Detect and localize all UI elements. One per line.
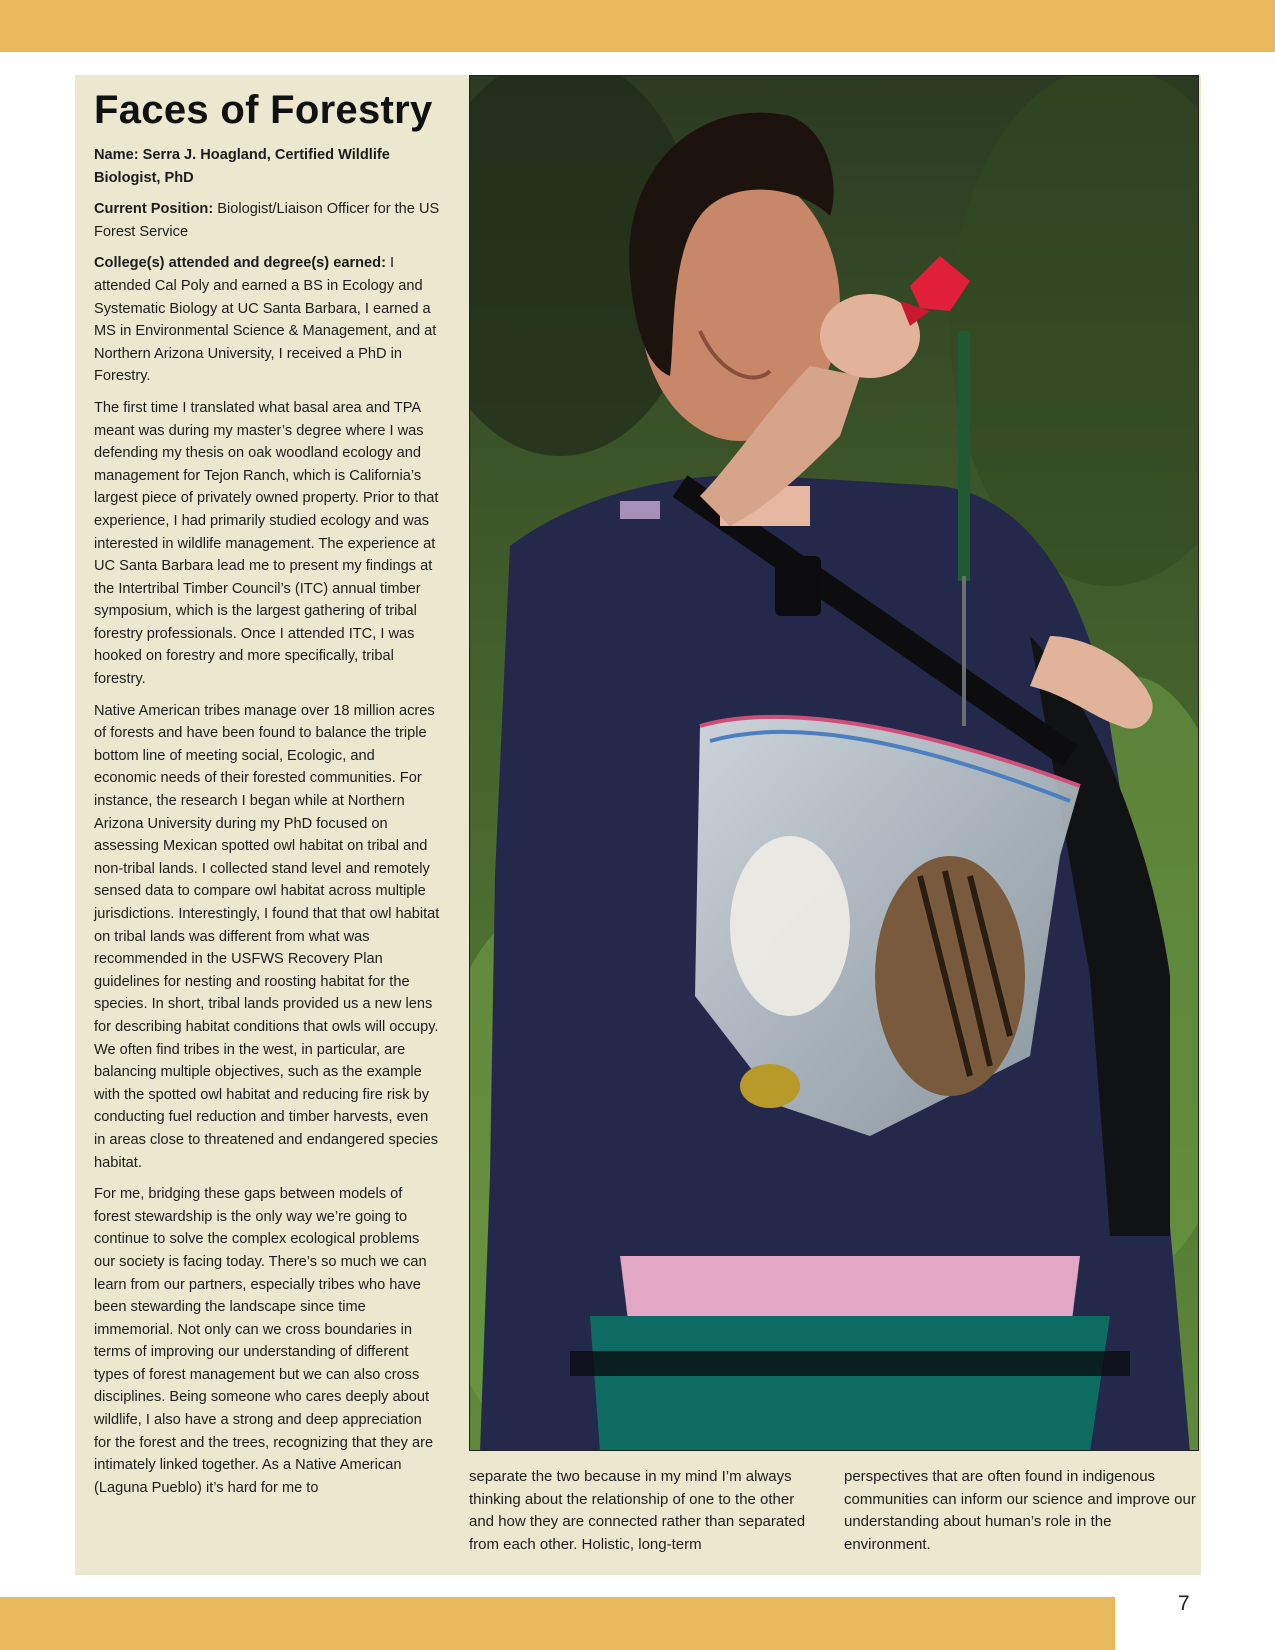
current-position-value: Biologist/Liaison Officer for the US Forest Service [94, 201, 440, 240]
current-position-label: Current Position: [94, 201, 214, 218]
college-degrees [94, 252, 440, 388]
article-middle-column-text: separate the two because in my mind I’m always thinking about the relationship of one to the other and how they are connected rather than separated from each other. Holistic, long-term [469, 1468, 806, 1553]
bottom-color-band [0, 1597, 1115, 1650]
biologist-photo [469, 75, 1199, 1451]
body-paragraph-3: For me, bridging these gaps between models of forest stewardship is the only way we’re going to continue to solve the complex ecological problems our society is facing today. There’s so much we can learn from our partners, especially tribes who have been stewarding the landscape since time immemorial. Not only can we cross boundaries in terms of improving our understanding of different types of forest management but we can also cross disciplines. Being someone who cares deeply about wildlife, I also have a strong and deep appreciation for the forest and the trees, recognizing that they are intimately linked together. As a Native American (Laguna Pueblo) it’s hard for me to [94, 1186, 434, 1496]
article-right-column-text: perspectives that are often found in indigenous communities can inform our science and improve our understanding about human’s role in the environment. [844, 1468, 1196, 1553]
body-paragraph-2: Native American tribes manage over 18 million acres of forests and have been found to balance the triple bottom line of meeting social, Ecologic, and economic needs of their forested communities. For instance, the research I began while at Northern Arizona University during my PhD focused on assessing Mexican spotted owl habitat on tribal and non-tribal lands. I collected stand level and remotely sensed data to compare owl habitat across multiple jurisdictions. Interestingly, I found that that owl habitat on tribal lands was different from what was recommended in the USFWS Recovery Plan guidelines for nesting and roosting habitat for the species. In short, tribal lands provided us a new lens for describing habitat conditions that owls will occupy. We often find tribes in the west, in particular, are balancing multiple objectives, such as the example with the spotted owl habitat and reducing fire risk by conducting fuel reduction and timber harvests, even in areas close to threatened and endangered species habitat. [94, 702, 440, 1171]
college-degrees-value: I attended Cal Poly and earned a BS in Ecology and Systematic Biology at UC Santa Barbara, I earned a MS in Environmental Science & Management, and at Northern Arizona University, I received a PhD in Forestry. [94, 255, 437, 385]
article-title: Faces of Forestry [94, 88, 433, 132]
current-position [94, 198, 440, 243]
name-line: Name: Serra J. Hoagland, Certified Wildlife Biologist, PhD [94, 147, 390, 186]
page-number: 7 [1178, 1592, 1190, 1615]
body-paragraph-1: The first time I translated what basal area and TPA meant was during my master’s degree where I was defending my thesis on oak woodland ecology and management for Tejon Ranch, which is California’s largest piece of privately owned property. Prior to that experience, I had primarily studied ecology and was interested in wildlife management. The experience at UC Santa Barbara lead me to present my findings at the Intertribal Timber Council’s (ITC) annual timber symposium, which is the largest gathering of tribal forestry professionals. Once I attended ITC, I was hooked on forestry and more specifically, tribal forestry. [94, 399, 439, 688]
top-color-band [0, 0, 1275, 52]
college-degrees-label: College(s) attended and degree(s) earned: [94, 255, 386, 272]
article-left-column [94, 86, 440, 1508]
